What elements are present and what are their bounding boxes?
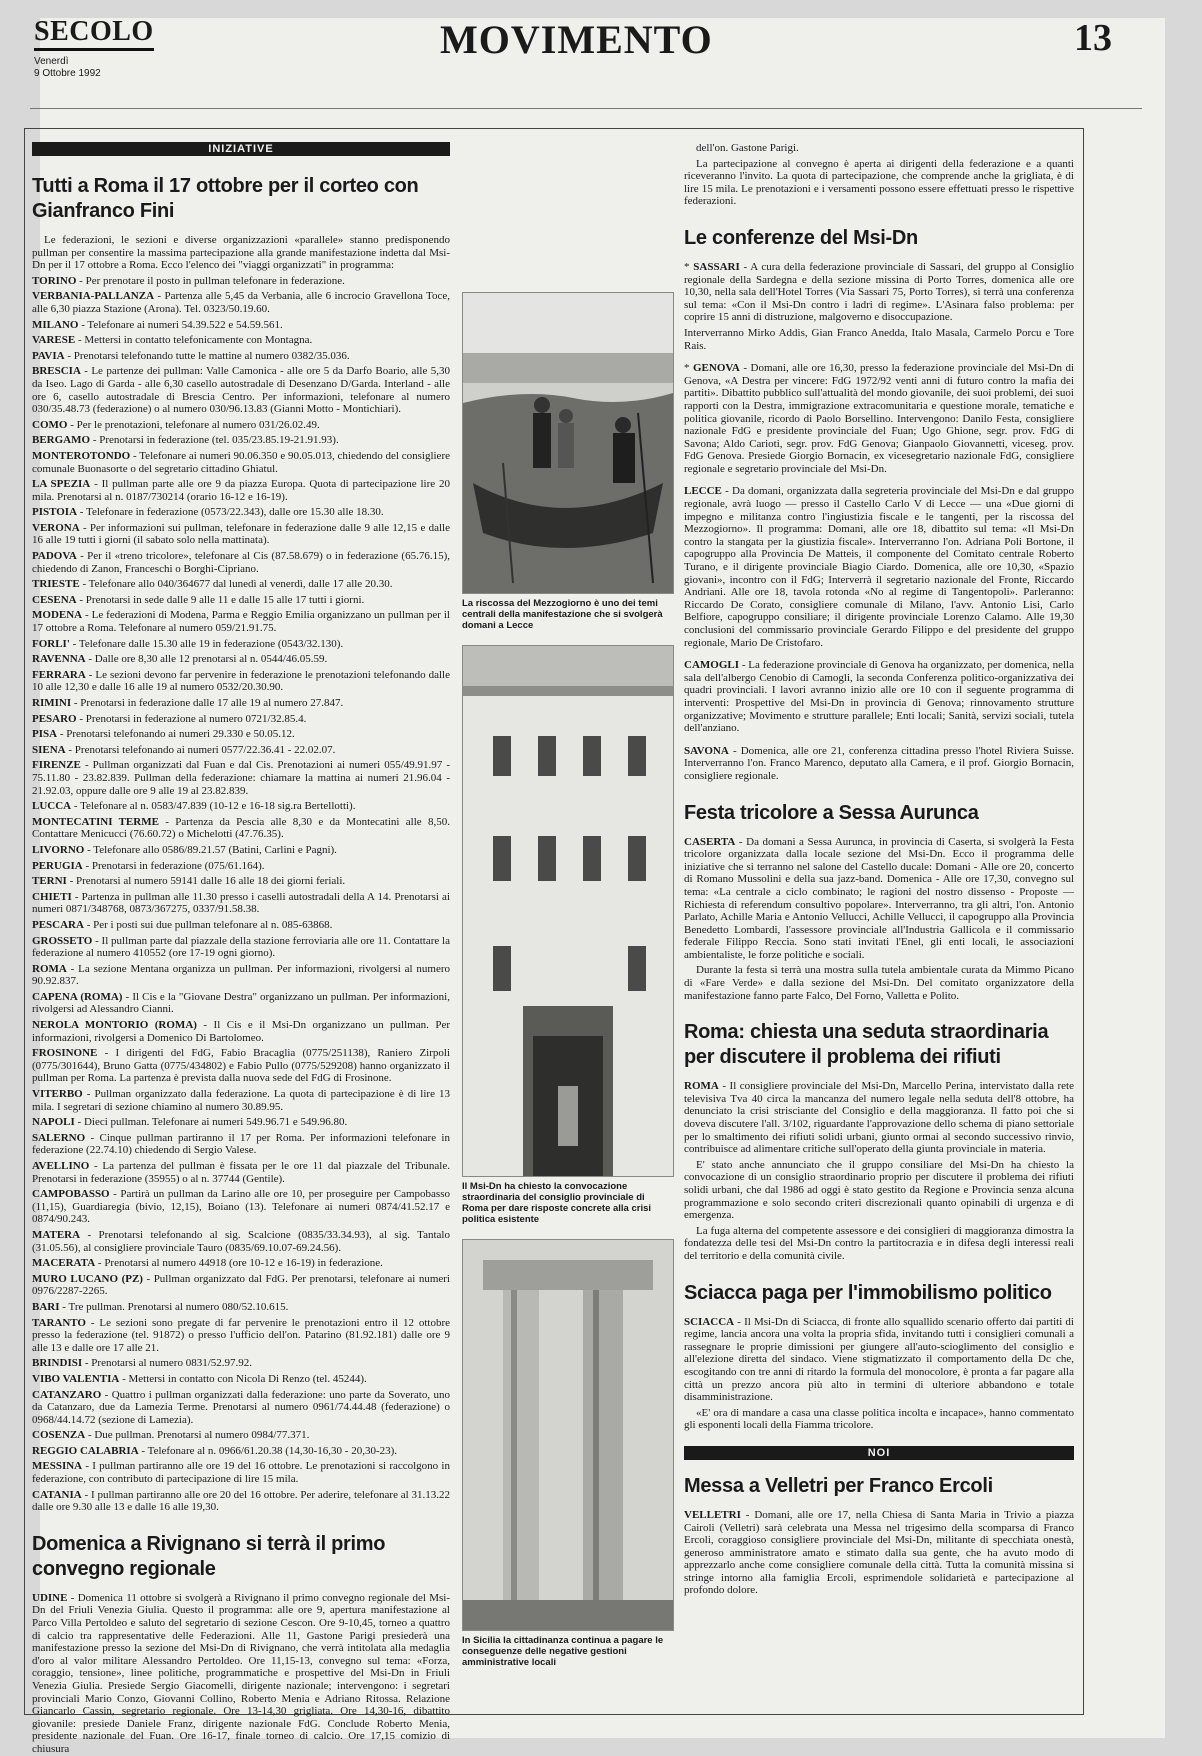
city-label: MESSINA (32, 1460, 83, 1473)
udine-paragraph (32, 1592, 450, 1756)
bus-entry (32, 728, 450, 741)
caption-sicilia: In Sicilia la cittadinanza continua a pagare le conseguenze delle negative gestioni amministrative locali (462, 1635, 664, 1668)
column-left (32, 142, 450, 1755)
city-label: CATANIA (32, 1488, 82, 1501)
entry-text: - Telefonare dalle 15.30 alle 19 in federazione (0543/32.130). (69, 637, 344, 650)
entry-text: - Prenotarsi telefonando ai numeri 0577/22.36.41 - 22.02.07. (65, 743, 336, 756)
entry-text: - Prenotarsi in federazione al numero 0721/32.85.4. (76, 712, 307, 725)
city-label: ROMA (32, 962, 67, 975)
photo-palazzo (462, 645, 674, 1177)
entry-text: - Cinque pullman partiranno il 17 per Roma. Per informazioni telefonare in federazione (22.74.10) chiedendo di Sergio Valese. (32, 1131, 450, 1157)
entry-text: - Le sezioni sono pregate di far pervenire le prenotazioni entro il 12 ottobre presso la federazione (tel. 91872) o presso l'ufficio dell'on. Patarino (81.92.181) dalle ore 9 alle 13 e dalle ore 17 alle 21. (32, 1316, 450, 1354)
bus-entry (32, 1489, 450, 1514)
bus-entry (32, 1047, 450, 1085)
city-label: CHIETI (32, 890, 72, 903)
bus-entry (32, 1373, 450, 1386)
udine-text: - Domenica 11 ottobre si svolgerà a Rivignano il primo convegno regionale del Msi-Dn del Friuli Venezia Giulia. Questo il programma: alle ore 9, apertura manifestazione al Parco Villa Pertoldeo e saluto del segretario di sezione Cescon. Ore 9-10,45, torneo a quattro di calcio tra rappresentative delle Federazioni. Alle 11, Gastone Parigi presiederà una manifestazione presso la sezione del Msi-Dn di Rivignano, che verrà intitolata alla medaglia d'oro al valor militare Alessandro Pertoldeo. Ore 11,15-13, convegno sul tema: «Forza, coraggio, tensione», linee politiche, programmatiche e prospettive del Msi-Dn in Friuli Venezia Giulia. Presiede Sergio Giacomelli, dirigente nazionale; intervengono: i segretari provinciali Mario Conzo, Giovanni Collino, Roberto Menia e Adriano Ritossa. Relazione Giancarlo Cassin, segretario regionale. Ore 13-14,30 grigliata. Ore 14,30-16, dibattito giovanile: presiede Daniele Franz, dirigente nazionale FdG. Conclude Roberto Menia, presidente nazionale del Fuan. Ore 16-17, finale torneo di calcio. Ore 17,15 comizio di chiusura (32, 1591, 450, 1755)
entry-text: - Mettersi in contatto telefonicamente con Montagna. (75, 334, 313, 347)
entry-text: - Il pullman parte alle ore 9 da piazza Europa. Quota di partecipazione lire 20 mila. Prenotarsi al n. 0187/730214 (orario 16-12 e 16-19). (32, 478, 450, 503)
city-label: MONTECATINI TERME (32, 815, 159, 828)
city-label: SCIACCA (684, 1315, 735, 1328)
bus-entry (32, 1116, 450, 1129)
city-label: FIRENZE (32, 759, 81, 772)
newspaper-logo: SECOLO (34, 18, 154, 51)
entry-text: - I pullman partiranno alle ore 19 del 16 ottobre. Le prenotazioni si raccolgono in federazione, con contributo di partecipazione di lire 15 mila. (32, 1460, 450, 1486)
bus-entry (32, 891, 450, 916)
bus-entry (32, 478, 450, 503)
entry-text: - Il Cis e la "Giovane Destra" organizzano un pullman. Per informazioni, rivolgersi ad Alessandro Cianni. (32, 990, 450, 1016)
bus-entry (32, 800, 450, 813)
city-label: GROSSETO (32, 934, 93, 947)
bus-entry (32, 744, 450, 757)
entry-text: - I pullman partiranno alle ore 20 del 16 ottobre. Per aderire, telefonare al 31.13.22 dalle ore 9.30 alle 13 e dalle 16 alle 19,30. (32, 1488, 450, 1514)
entry-text: - Prenotarsi telefonando ai numeri 29.330 e 50.05.12. (57, 728, 295, 741)
roma-paragraph (684, 1080, 1074, 1156)
entry-text: - Partirà un pullman da Larino alle ore 10, per proseguire per Campobasso (11,15), Guardiaregia (bivio, 12,15), Boiano (13). Telefonare ai numeri 0874/41.52.17 e 0874/90.243. (32, 1188, 450, 1226)
city-label: PISTOIA (32, 506, 78, 519)
city-label: TERNI (32, 875, 67, 888)
city-label: CASERTA (684, 835, 736, 848)
city-label: TRIESTE (32, 578, 80, 591)
photo-temple (462, 1239, 674, 1631)
velletri-text: - Domani, alle ore 17, nella Chiesa di Santa Maria in Trivio a piazza Cairoli (Velletri) sarà celebrata una Messa nel trigesimo della scomparsa di Franco Ercoli, coraggioso consigliere provinciale del Msi-Dn, militante di specchiata onestà, generoso amministratore amato e stimato dalla sua gente, che ha avuto modo di apprezzarlo anche come consigliere comunale della città. Tutta la comunità missina si stringe intorno alla famiglia Ercoli, esprimendole solidarietà e partecipazione al profondo dolore. (684, 1508, 1074, 1597)
city-label: CAMPOBASSO (32, 1188, 110, 1201)
bus-entry (32, 1160, 450, 1185)
bus-entry (32, 1088, 450, 1113)
photo-palazzo-image (463, 646, 673, 1176)
city-label: BRINDISI (32, 1357, 83, 1370)
entry-text: - Mettersi in contatto con Nicola Di Renzo (tel. 45244). (119, 1372, 367, 1385)
entry-text: - Il pullman parte dal piazzale della stazione ferroviaria alle ore 11. Contattare la federazione al numero 410552 (ore 17-19 ogni giorno). (32, 934, 450, 960)
entry-text: - Pullman organizzato dalla federazione. La quota di partecipazione è di lire 13 mila. I segretari di sezione chiamino al numero 30.89.95. (32, 1088, 450, 1113)
caserta-text: - Da domani a Sessa Aurunca, in provincia di Caserta, si svolgerà la Festa tricolore organizzata dalla locale sezione del Msi-Dn. Ecco il programma delle iniziative che si terranno nel salone del Castello ducale: Domani - Alle ore 20, concerto di Romano Mussolini e della sua jazz-band. Domenica - Alle ore 17,30, convegno sul tema: «La centrale a ciclo combinato; le ragioni del nostro dissenso - Proposte — Richiesta di referendum consultivo popolare». Interverranno, tra gli altri, l'on. Antonio Parlato, Achille Maria e Antonio Vellucci, Achille Vellucci, il capogruppo alla Provincia Benedetto Lombardi, l'assessore provinciale all'Industria Gallicola e il commissario federale Filippo Reccia. Sono stati invitati l'Enel, gli enti locali, le associazioni ambientaliste, le forze politiche e sociali. (684, 835, 1074, 961)
city-label: LUCCA (32, 800, 72, 813)
entry-text: - Prenotarsi in sede dalle 9 alle 11 e dalle 15 alle 17 tutti i giorni. (76, 593, 365, 606)
intro-paragraph: Le federazioni, le sezioni e diverse organizzazioni «parallele» stanno predisponendo pullman per consentire la massima partecipazione alla grande manifestazione indetta dal Msi-Dn per il 17 ottobre a Roma. Ecco l'elenco dei "viaggi organizzati" in programma: (32, 234, 450, 272)
roma-text: - Il consigliere provinciale del Msi-Dn, Marcello Perina, intervistato dalla rete televisiva Tva 40 circa la mancanza del numero legale nella seduta dell'8 ottobre, ha denunciato la crisi strisciante del Consiglio e della maggioranza. Il fatto poi che si doveva discutere l'all. 3/102, riguardante l'approvazione dello schema di piano settoriale per lo smaltimento dei rifiuti solidi urbani, giunto ormai al secondo successivo rinvio, contribuisce ad alimentare critiche sull'operato della giunta provinciale in materia. (684, 1080, 1074, 1156)
genova-text: - Domani, alle ore 16,30, presso la federazione provinciale del Msi-Dn di Genova, «A Destra per vincere: FdG 1972/92 venti anni di futuro contro la mafia dei partiti». Dibattito pubblico sull'attualità del mondo giovanile, dei suoi problemi, dei suoi rapporti con la Destra, immigrazione extracomunitaria e questione morale, tematiche e politica giovanile, ricordo di Paolo Borsellino. Intervengono: Danilo Festa, consigliere nazionale FdG e presidente provinciale del Fuan; Ugo Ghione, segr. prov. FdG di Savona; Aldo Carioti, segr. prov. FdG Genova; Gianpaolo Giovannetti, viceseg. prov. FdG Genova. Presiede Giorgio Bornacin, ex vicesegretario nazionale FdG, consigliere regionale e segretario provinciale del Msi-Dn. (684, 362, 1075, 475)
city-label: VITERBO (32, 1088, 83, 1101)
city-label: VARESE (32, 334, 76, 347)
headline-rivignano: Domenica a Rivignano si terrà il primo convegno regionale (32, 1532, 386, 1580)
city-label: COMO (32, 418, 68, 431)
entry-text: - Prenotarsi telefonando tutte le mattine al numero 0382/35.036. (64, 349, 350, 362)
city-label: CATANZARO (32, 1388, 102, 1401)
entry-text: - Per informazioni sui pullman, telefonare in federazione dalle 9 alle 12,15 e dalle 16 alle 19 tutti i giorni (il sabato solo nella mattinata). (32, 521, 450, 547)
entry-text: - La partenza del pullman è fissata per le ore 11 dal piazzale del Tribunale. Prenotarsi in federazione (35955) o al n. 37744 (Gentile). (32, 1160, 450, 1185)
column-photos (462, 142, 672, 1707)
city-label: MATERA (32, 1228, 81, 1241)
sciacca-paragraph (684, 1316, 1074, 1404)
sciacca-paragraph-2: «E' ora di mandare a casa una classe politica incolta e incapace», hanno commentato gli esponenti locali della Fiamma tricolore. (684, 1406, 1074, 1432)
city-label: UDINE (32, 1591, 68, 1604)
genova-paragraph: * GENOVA - Domani, alle ore 16,30, presso la federazione provinciale del Msi-Dn di Genova, «A Destra per vincere: FdG 1972/92 venti anni di futuro contro la mafia dei partiti». Dibattito pubblico sull'attualità del mondo giovanile, dei suoi problemi, dei suoi rapporti con la Destra, immigrazione extracomunitaria e questione morale, tematiche e politica giovanile, ricordo di Paolo Borsellino. Intervengono: Danilo Festa, consigliere nazionale FdG e presidente provinciale del Fuan; Ugo Ghione, segr. prov. FdG di Savona; Aldo Carioti, segr. prov. FdG Genova; Gianpaolo Giovannetti, viceseg. prov. FdG Genova. Presiede Giorgio Bornacin, ex vicesegretario nazionale FdG, consigliere regionale e segretario provinciale del Msi-Dn. (684, 362, 1075, 475)
city-label: PERUGIA (32, 859, 83, 872)
bus-entry (32, 1445, 450, 1458)
savona-text: - Domenica, alle ore 21, conferenza cittadina presso l'hotel Riviera Suisse. Interverranno l'on. Franco Marenco, deputato alla Camera, e il prof. Giorgio Bornacin, consigliere regionale. (684, 744, 1074, 782)
entry-text: - Le federazioni di Modena, Parma e Reggio Emilia organizzano un pullman per il 17 ottobre a Roma. Telefonare al numero 059/21.91.75. (32, 609, 450, 635)
entry-text: - Per i posti sui due pullman telefonare al n. 085-63868. (83, 918, 333, 931)
bus-entry (32, 522, 450, 547)
entry-text: - Pullman organizzati dal Fuan e dal Cis. Prenotazioni ai numeri 055/49.91.97 - 75.11.80 - 23.82.839. Pullman della federazione: chiamare la mattina ai numeri 21.96.04 - 21.92.03, oppure dalle ore 9 alle 19 al 23.82.839. (32, 759, 450, 797)
entry-text: - Partenza da Pescia alle 8,30 e da Montecatini alle 8,50. Contattare Menicucci (76.60.72) o Michelotti (47.76.35). (32, 815, 450, 841)
entry-text: - Tre pullman. Prenotarsi al numero 080/52.10.615. (59, 1300, 289, 1313)
entry-text: - Dalle ore 8,30 alle 12 prenotarsi al n. 0544/46.05.59. (85, 653, 328, 666)
bus-entry (32, 638, 450, 651)
city-label: MODENA (32, 609, 83, 622)
entry-text: - Partenza in pullman alle 11.30 presso i caselli autostradali della A 14. Prenotarsi ai numeri 0871/348768, 0873/367275, 0337/91.58.38. (32, 890, 450, 916)
caserta-paragraph-2: Durante la festa si terrà una mostra sulla tutela ambientale curata da Mimmo Picano di «Fare Verde» e dalla sezione del Msi-Dn. Del comitato organizzatore della manifestazione fanno parte Falco, Del Forno, Valletta e Polito. (684, 964, 1074, 1002)
roma-paragraph-2: E' stato anche annunciato che il gruppo consiliare del Msi-Dn ha chiesto la convocazione di un consiglio straordinario proprio per discutere il problema dei rifiuti solidi urbani, che dal 1986 ad oggi è stato gestito da Regione e Provincia senza alcuna programmazione e solo secondo criteri discrezionali quanto opinabili di urgenza e di emergenza. (684, 1158, 1074, 1222)
bus-entry (32, 759, 450, 797)
headline-conferenze: Le conferenze del Msi-Dn (684, 226, 918, 249)
bus-entry (32, 1132, 450, 1157)
bus-entry (32, 816, 450, 841)
city-label: LECCE (684, 485, 722, 498)
bus-entry (32, 1188, 450, 1226)
bus-entry (32, 935, 450, 960)
rubric-bar-noi: NOI (684, 1446, 1074, 1460)
photo-boat-image (463, 293, 673, 593)
city-label: SASSARI (693, 260, 740, 273)
bus-entry (32, 319, 450, 332)
rubric-bar-iniziative: INIZIATIVE (32, 142, 450, 156)
header-rule (30, 108, 1142, 109)
entry-text: - Prenotarsi in federazione (075/61.164). (82, 859, 265, 872)
city-label: PAVIA (32, 349, 65, 362)
entry-text: - Per le prenotazioni, telefonare al numero 031/26.02.49. (67, 418, 320, 431)
bus-entry (32, 450, 450, 475)
bus-entry (32, 1389, 450, 1427)
entry-text: - Telefonare al n. 0583/47.839 (10-12 e 16-18 sig.ra Bertellotti). (71, 800, 356, 813)
issue-date (34, 56, 101, 80)
photo-temple-image (463, 1240, 673, 1630)
entry-text: - Le sezioni devono far pervenire in federazione le prenotazioni telefonando dalle 10 alle 12,30 e dalle 16 alle 19 al numero 0532/20.30.90. (32, 668, 450, 694)
bus-entry (32, 1460, 450, 1485)
bus-entry (32, 275, 450, 288)
caption-lecce: La riscossa del Mezzogiorno è uno dei temi centrali della manifestazione che si svolgerà domani a Lecce (462, 598, 663, 631)
sciacca-text: - Il Msi-Dn di Sciacca, di fronte allo squallido scenario offerto dai partiti di regime, lancia ancora una volta la propria sfida, invitando tutti i consiglieri comunali a rassegnare le proprie dimissioni per giungere all'auto-scioglimento del consiglio e all'elezione diretta del sindaco. Viene stigmatizzato il comportamento della Dc che, escogitando con tre anni di ritardo la formula del monocolore, è pronta a far pagare alla città un prezzo ancora più alto in termini di ulteriore abbandono e totale disamministrazione. (684, 1315, 1074, 1404)
photo-boat (462, 292, 674, 594)
city-label: MONTEROTONDO (32, 449, 131, 462)
city-label: FROSINONE (32, 1047, 98, 1060)
entry-text: - Telefonare allo 040/364677 dal lunedì al venerdì, dalle 17 alle 20.30. (79, 578, 393, 591)
entry-text: - Per prenotare il posto in pullman telefonare in federazione. (76, 274, 345, 287)
city-label: TORINO (32, 274, 77, 287)
bus-entry (32, 578, 450, 591)
entry-text: - Per il «treno tricolore», telefonare al Cis (87.58.679) o in federazione (65.76.15), chiedendo di Zanon, Franceschi o Borghi-Cipriano. (32, 550, 450, 575)
city-label: REGGIO CALABRIA (32, 1444, 139, 1457)
bus-entry (32, 1357, 450, 1370)
bus-entry (32, 1229, 450, 1254)
headline-roma-corteo: Tutti a Roma il 17 ottobre per il corteo con Gianfranco Fini (32, 175, 419, 222)
sassari-text: - A cura della federazione provinciale di Sassari, del gruppo al Consiglio regionale della Sardegna e della sezione missina di Porto Torres, domenica alle ore 10,30, nella sala dell'Hotel Torres (Via Sassari 75, Porto Torres), si terrà una conferenza sul tema: «Con il Msi-Dn contro i ladri di regime». L'Asinara falso problema: per coprire 15 anni di distruzione, malgoverno e disoccupazione. (684, 260, 1075, 324)
city-label: LA SPEZIA (32, 478, 91, 491)
city-label: COSENZA (32, 1429, 86, 1442)
city-label: LIVORNO (32, 843, 85, 856)
camogli-paragraph (684, 659, 1074, 735)
city-label: FORLI' (32, 637, 70, 650)
bus-entry (32, 594, 450, 607)
bus-entry (32, 1019, 450, 1044)
entry-text: - Telefonare allo 0586/89.21.57 (Batini, Carlini e Pagni). (84, 843, 337, 856)
city-label: MACERATA (32, 1257, 96, 1270)
bus-entry (32, 860, 450, 873)
bus-entry (32, 334, 450, 347)
column-right (684, 142, 1074, 1707)
entry-text: - Telefonare ai numeri 90.06.350 e 90.05.013, chiedendo del consigliere comunale Buonasorte o del segretario cittadino Ghiatul. (32, 449, 450, 475)
lecce-text: - Da domani, organizzata dalla segreteria provinciale del Msi-Dn e dal gruppo regionale, avrà luogo — presso il Castello Carlo V di Lecce — una «Due giorni di impegno e militanza contro l'ingiustizia fiscale e le tangenti, per la riscossa del Mezzogiorno». Il programma: Domani, alle ore 18, dibattito sul tema: «Il Msi-Dn contro la stangata per la giustizia fiscale». Interverranno l'on. Adriana Poli Bortone, il capogruppo alla Provincia De Matteis, il componente del Comitato centrale Roberto Turano, e il dirigente provinciale Biagio Ciardo. Domenica, alle ore 10,30, «Spazio giovani», incontro con il FdG; Interverrà il segretario nazionale del Fronte, Riccardo Andriani. Alle ore 18, tavola rotonda «No al regime di Tangentopoli». Parleranno: Riccardo De Corato, consigliere comunale di Milano, l'avv. Antonio Lisi, Carlo Belfiore, capogruppo consiliare; il dirigente provinciale Lorenzo Calamo. Alle 19,30 conclusioni del commissario provinciale Gerardo Filippo e del presidente del gruppo regionale, Mario De Cristofaro. (684, 485, 1074, 649)
entry-text: - Pullman organizzato dal FdG. Per prenotarsi, telefonare ai numeri 0976/2287-2265. (32, 1272, 450, 1298)
headline-roma-rifiuti: Roma: chiesta una seduta straordinaria per discutere il problema dei rifiuti (684, 1021, 1049, 1069)
city-label: CAMOGLI (684, 659, 739, 672)
bus-list (32, 275, 450, 1514)
city-label: GENOVA (693, 362, 740, 375)
entry-text: - Prenotarsi al numero 44918 (ore 10-12 e 16-19) in federazione. (95, 1257, 383, 1270)
continuation-text: dell'on. Gastone Parigi. (696, 142, 799, 154)
city-label: PISA (32, 728, 58, 741)
camogli-text: - La federazione provinciale di Genova ha organizzato, per domenica, nella sala dell'albergo Cenobio di Camogli, la seconda Conferenza politico-organizzativa dei quadri provinciali. I lavori avranno inizio alle ore 10 con il seguente programma di interventi: Prospettive del Msi-Dn in provincia di Genova; rinnovamento strutture organizzative; Movimento e strutture parallele; Enti locali; Sanità, servizi sociali, tutela dell'anziano. (684, 659, 1074, 735)
bus-entry (32, 1273, 450, 1298)
bus-entry (32, 697, 450, 710)
issue-day: Venerdì (34, 56, 69, 67)
city-label: PESARO (32, 712, 77, 725)
lecce-paragraph (684, 485, 1074, 649)
city-label: SAVONA (684, 744, 729, 757)
bus-entry (32, 419, 450, 432)
bus-entry (32, 653, 450, 666)
city-label: PESCARA (32, 918, 84, 931)
entry-text: - Prenotarsi in federazione (tel. 035/23.85.19-21.91.93). (90, 434, 339, 447)
city-label: MILANO (32, 318, 79, 331)
sassari-speakers: Interverranno Mirko Addis, Gian Franco Anedda, Italo Masala, Carmelo Porcu e Tore Rais. (684, 326, 1074, 352)
entry-text: - Telefonare in federazione (0573/22.343), dalle ore 15.30 alle 18.30. (77, 506, 384, 519)
bus-entry (32, 290, 450, 315)
bus-entry (32, 550, 450, 575)
city-label: FERRARA (32, 668, 86, 681)
city-label: CESENA (32, 593, 77, 606)
bus-entry (32, 365, 450, 415)
city-label: BRESCIA (32, 365, 81, 378)
caserta-paragraph (684, 836, 1074, 962)
city-label: VIBO VALENTIA (32, 1372, 120, 1385)
bus-entry (32, 1257, 450, 1270)
bus-entry (32, 713, 450, 726)
entry-text: - Prenotarsi al numero 59141 dalle 16 alle 18 dei giorni feriali. (66, 875, 346, 888)
city-label: ROMA (684, 1080, 719, 1093)
bus-entry (32, 1301, 450, 1314)
headline-velletri: Messa a Velletri per Franco Ercoli (684, 1474, 993, 1497)
city-label: SIENA (32, 743, 66, 756)
city-label: BERGAMO (32, 434, 91, 447)
city-label: CAPENA (ROMA) (32, 990, 123, 1003)
entry-text: - Quattro i pullman organizzati dalla federazione: uno parte da Soverato, uno da Catanzaro, due da Lamezia Terme. Prenotarsi al numero 0961/74.44.48 (federazione) o 0968/44.14.72 (sezione di Lamezia). (32, 1388, 450, 1426)
savona-paragraph (684, 745, 1074, 783)
city-label: BARI (32, 1300, 60, 1313)
entry-text: - Telefonare ai numeri 54.39.522 e 54.59.561. (78, 318, 283, 331)
bus-entry (32, 434, 450, 447)
bus-entry (32, 350, 450, 363)
city-label: VERBANIA-PALLANZA (32, 290, 155, 303)
bus-entry (32, 991, 450, 1016)
roma-paragraph-3: La fuga alterna del competente assessore e dei consiglieri di maggioranza dimostra la fondatezza delle tesi del Msi-Dn contro la partitocrazia e in difesa degli interessi reali del territorio e della comunità civile. (684, 1224, 1074, 1262)
city-label: PADOVA (32, 550, 77, 563)
entry-text: - Partenza alle 5,45 da Verbania, alle 6 incrocio Gravellona Toce, alle 6,30 piazza Stazione (Arona). Tel. 0323/50.19.60. (32, 290, 450, 315)
city-label: AVELLINO (32, 1160, 90, 1172)
entry-text: - La sezione Mentana organizza un pullman. Per informazioni, rivolgersi al numero 90.92.837. (32, 962, 450, 988)
entry-text: - Due pullman. Prenotarsi al numero 0984/77.371. (85, 1429, 310, 1442)
entry-text: - Prenotarsi al numero 0831/52.97.92. (82, 1357, 253, 1370)
sassari-paragraph: * SASSARI - A cura della federazione provinciale di Sassari, del gruppo al Consiglio regionale della Sardegna e della sezione missina di Porto Torres, domenica alle ore 10,30, nella sala dell'Hotel Torres (Via Sassari 75, Porto Torres), si terrà una conferenza sul tema: «Con il Msi-Dn contro i ladri di regime». L'Asinara falso problema: per coprire 15 anni di distruzione, malgoverno e disoccupazione. (684, 260, 1075, 324)
entry-text: - Il Cis e il Msi-Dn organizzano un pullman. Per informazioni, rivolgersi a Domenico Di Bartolomeo. (32, 1019, 450, 1044)
entry-text: - Prenotarsi telefonando al sig. Scalcione (0835/33.34.93), al sig. Tantalo (31.05.56), al consigliere provinciale Tauro (0835/69.10.07-69.24.56). (32, 1228, 450, 1254)
bus-entry (32, 1429, 450, 1442)
city-label: MURO LUCANO (PZ) (32, 1272, 143, 1285)
issue-date-text: 9 Ottobre 1992 (34, 68, 101, 79)
headline-festa: Festa tricolore a Sessa Aurunca (684, 801, 979, 824)
page-number: 13 (1074, 17, 1112, 59)
city-label: SALERNO (32, 1131, 86, 1144)
headline-sciacca: Sciacca paga per l'immobilismo politico (684, 1281, 1052, 1304)
caption-roma: Il Msi-Dn ha chiesto la convocazione straordinaria del consiglio provinciale di Roma per dare risposte concrete alla crisi politica esistente (462, 1181, 652, 1225)
entry-text: - Prenotarsi in federazione dalle 17 alle 19 al numero 27.847. (71, 697, 344, 709)
entry-text: - Le partenze dei pullman: Valle Camonica - alle ore 5 da Darfo Boario, alle 5,30 da Iseo. Lago di Garda - alle 6,30 casello autostradale di Desenzano D/Garda. Interland - alle ore 6, casello autostradale di Brescia Centro. Per informazioni, telefonare al numero 030/35.48.73 (federazione) o al numero 030/96.13.83 (Gianni Motto - Montichiari). (32, 365, 450, 416)
city-label: RIMINI (32, 697, 72, 709)
bus-entry (32, 1317, 450, 1355)
velletri-paragraph (684, 1509, 1074, 1597)
bus-entry (32, 875, 450, 888)
city-label: VERONA (32, 521, 80, 534)
bus-entry (32, 669, 450, 694)
city-label: VELLETRI (684, 1508, 741, 1521)
section-title: MOVIMENTO (440, 17, 713, 62)
city-label: NAPOLI (32, 1116, 75, 1129)
city-label: NEROLA MONTORIO (ROMA) (32, 1019, 197, 1032)
city-label: TARANTO (32, 1316, 86, 1329)
bus-entry (32, 919, 450, 932)
entry-text: - Telefonare al n. 0966/61.20.38 (14,30-16,30 - 20,30-23). (138, 1444, 398, 1457)
bus-entry (32, 609, 450, 634)
city-label: RAVENNA (32, 653, 86, 666)
continuation-text-2: La partecipazione al convegno è aperta ai dirigenti della federazione e a quanti riceveranno l'invito. La quota di partecipazione, che comprende anche la grigliata, è di lire 15 mila. Le prenotazioni e i versamenti possono essere effettuati presso le rispettive federazioni. (684, 157, 1074, 208)
bus-entry (32, 506, 450, 519)
bus-entry (32, 963, 450, 988)
bus-entry (32, 844, 450, 857)
entry-text: - I dirigenti del FdG, Fabio Bracaglia (0775/251138), Raniero Zirpoli (0775/301644), Bruno Gatta (0775/434802) e Fabio Pullo (0775/529208) hanno organizzato il pullman per Roma. La partenza è prevista dalla nuova sede del FdG di Frosinone. (32, 1047, 450, 1085)
entry-text: - Dieci pullman. Telefonare ai numeri 549.96.71 e 549.96.80. (74, 1116, 348, 1129)
